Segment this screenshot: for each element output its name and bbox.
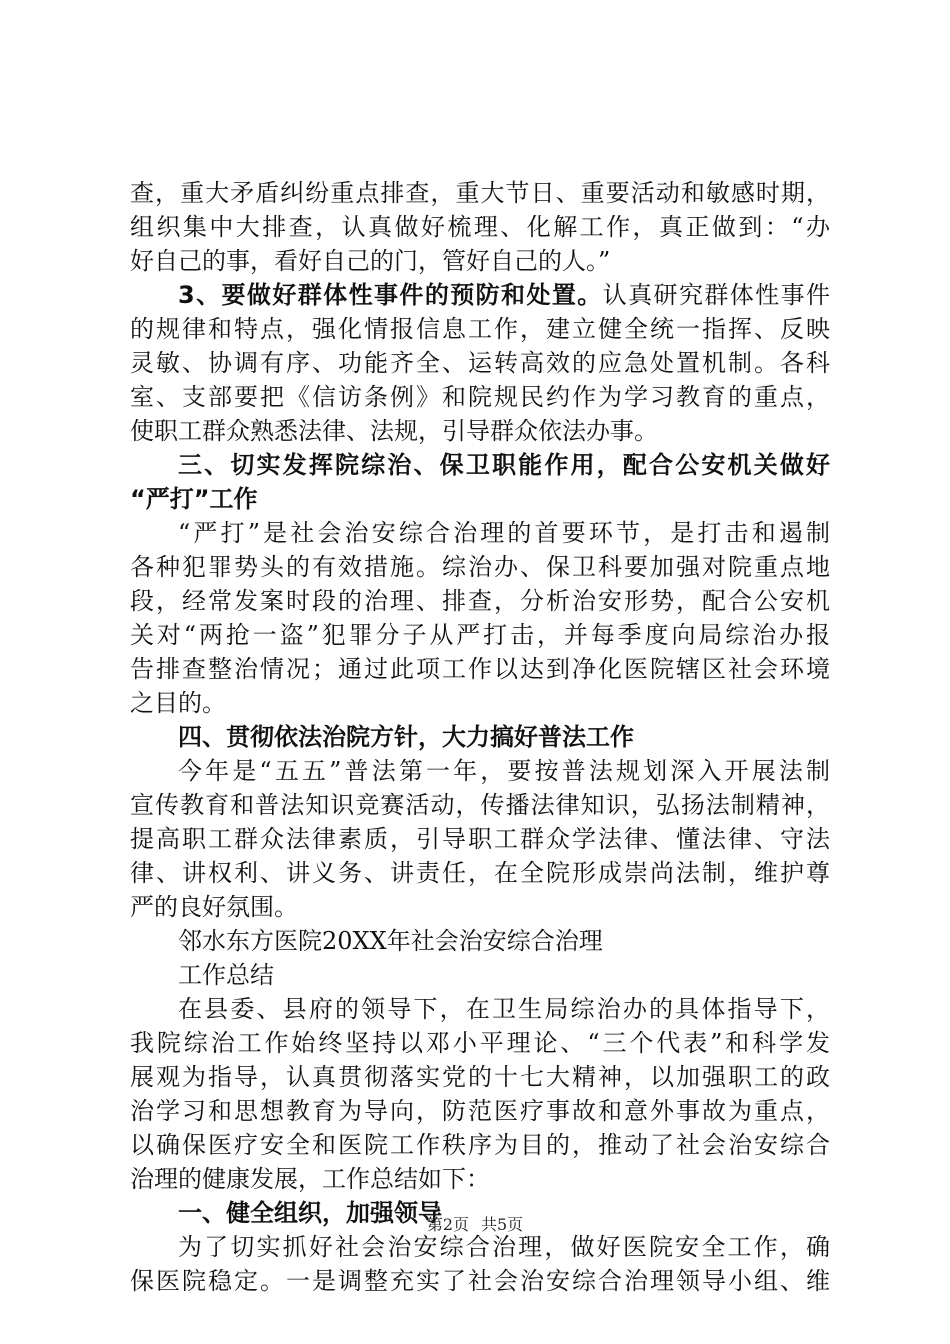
text-line: 灵敏、协调有序、功能齐全、运转高效的应急处置机制。各科 xyxy=(130,349,830,377)
text-line: 展观为指导，认真贯彻落实党的十七大精神，以加强职工的政 xyxy=(130,1063,830,1091)
text-line: 提高职工群众法律素质，引导职工群众学法律、懂法律、守法 xyxy=(130,825,830,853)
text-line: 关对“两抢一盗”犯罪分子从严打击，并每季度向局综治办报 xyxy=(130,621,830,649)
section-heading: “严打”工作 xyxy=(130,485,258,513)
text-line: 告排查整治情况；通过此项工作以达到净化医院辖区社会环境 xyxy=(130,655,830,683)
text-line: 治学习和思想教育为导向，防范医疗事故和意外事故为重点， xyxy=(130,1097,830,1125)
page-total: 共5页 xyxy=(481,1215,524,1234)
page-footer xyxy=(0,1215,950,1235)
section-heading: 一、健全组织，加强领导 xyxy=(178,1199,442,1227)
text-line: 查，重大矛盾纠纷重点排查，重大节日、重要活动和敏感时期， xyxy=(130,179,830,207)
text-line: 使职工群众熟悉法律、法规，引导群众依法办事。 xyxy=(130,417,658,445)
text-line: 以确保医疗安全和医院工作秩序为目的，推动了社会治安综合 xyxy=(130,1131,830,1159)
page-number: 第2页 xyxy=(426,1215,469,1234)
text-line: 治理的健康发展，工作总结如下： xyxy=(130,1165,490,1193)
text-line: 律、讲权利、讲义务、讲责任，在全院形成崇尚法制，维护尊 xyxy=(130,859,830,887)
document-body xyxy=(130,176,830,1298)
text-line: 组织集中大排查，认真做好梳理、化解工作，真正做到：“办 xyxy=(130,213,830,241)
section-heading: 四、贯彻依法治院方针，大力搞好普法工作 xyxy=(178,723,634,751)
text-line xyxy=(130,278,830,312)
text-line: 为了切实抓好社会治安综合治理，做好医院安全工作，确 xyxy=(178,1233,830,1261)
text-line: 室、支部要把《信访条例》和院规民约作为学习教育的重点， xyxy=(130,383,830,411)
text-line: 之目的。 xyxy=(130,689,226,717)
text-line: 段，经常发案时段的治理、排查，分析治安形势，配合公安机 xyxy=(130,587,830,615)
text-line: 好自己的事，看好自己的门，管好自己的人。” xyxy=(130,247,611,275)
text-line: 工作总结 xyxy=(178,961,274,989)
inline-text: 认真研究群体性事件 xyxy=(602,281,830,309)
text-line: 的规律和特点，强化情报信息工作，建立健全统一指挥、反映 xyxy=(130,315,830,343)
text-line: 邻水东方医院20XX年社会治安综合治理 xyxy=(178,927,603,955)
text-line: 我院综治工作始终坚持以邓小平理论、“三个代表”和科学发 xyxy=(130,1029,830,1057)
text-line: 各种犯罪势头的有效措施。综治办、保卫科要加强对院重点地 xyxy=(130,553,830,581)
text-line: 今年是“五五”普法第一年，要按普法规划深入开展法制 xyxy=(178,757,830,785)
text-line: 严的良好氛围。 xyxy=(130,893,298,921)
text-line: “严打”是社会治安综合治理的首要环节，是打击和遏制 xyxy=(178,519,830,547)
section-heading: 三、切实发挥院综治、保卫职能作用，配合公安机关做好 xyxy=(178,451,830,479)
text-line: 宣传教育和普法知识竞赛活动，传播法律知识，弘扬法制精神， xyxy=(130,791,830,819)
text-line: 保医院稳定。一是调整充实了社会治安综合治理领导小组、维 xyxy=(130,1267,830,1295)
inline-heading: 3、要做好群体性事件的预防和处置。 xyxy=(178,281,603,309)
text-line: 在县委、县府的领导下，在卫生局综治办的具体指导下， xyxy=(178,995,830,1023)
